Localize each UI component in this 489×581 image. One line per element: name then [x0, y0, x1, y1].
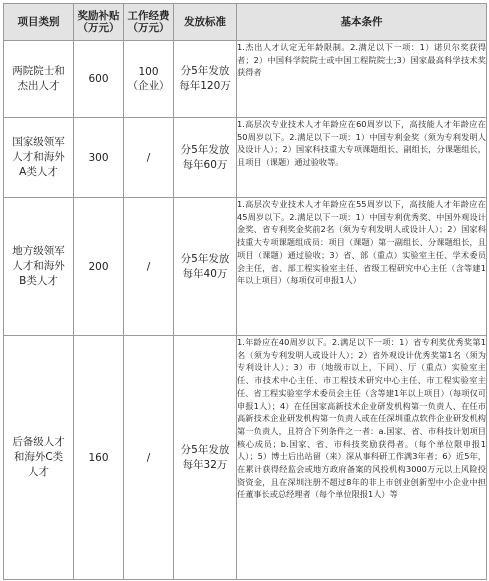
row-subsidy: 160 [74, 336, 124, 580]
header-subsidy-label: 奖励补贴 [77, 10, 120, 22]
table-row [4, 198, 487, 336]
header-category: 项目类别 [4, 4, 74, 41]
talent-subsidy-table [3, 3, 487, 580]
row-funding: / [124, 198, 174, 336]
row-funding: 100 （企业） [124, 41, 174, 118]
row-funding: / [124, 336, 174, 580]
header-funding-label: 工作经费 [127, 10, 170, 22]
header-conditions: 基本条件 [237, 4, 487, 41]
row-category: 地方级领军 人才和海外 B类人才 [4, 198, 74, 336]
row-subsidy: 200 [74, 198, 124, 336]
header-funding [124, 4, 174, 41]
header-subsidy-unit: （万元） [77, 22, 120, 34]
row-standard: 分5年发放 每年120万 [174, 41, 237, 118]
row-standard: 分5年发放 每年32万 [174, 336, 237, 580]
row-standard: 分5年发放 每年40万 [174, 198, 237, 336]
row-funding: / [124, 118, 174, 198]
header-funding-unit: （万元） [127, 22, 170, 34]
row-subsidy: 300 [74, 118, 124, 198]
row-conditions: 1.杰出人才认定无年龄限制。2.满足以下一项：1）诺贝尔奖获得者；2）中国科学院院士或中国工程院院士;3）国家最高科学技术奖获得者 [237, 41, 487, 118]
header-subsidy [74, 4, 124, 41]
row-standard: 分5年发放 每年60万 [174, 118, 237, 198]
header-row [4, 4, 487, 41]
row-subsidy: 600 [74, 41, 124, 118]
row-category: 国家级领军 人才和海外 A类人才 [4, 118, 74, 198]
table-row [4, 336, 487, 580]
row-conditions: 1.高层次专业技术人才年龄应在60周岁以下，高技能人才年龄应在50周岁以下。2.满足以下一项：1）中国专利金奖（须为专利发明人及设计人）；2）国家科技重大专项课题组长、副组长，分课题组长，且项目（课题）通过验收等。 [237, 118, 487, 198]
row-category: 两院院士和 杰出人才 [4, 41, 74, 118]
row-category: 后备级人才 和海外C类 人才 [4, 336, 74, 580]
table-row [4, 41, 487, 118]
table-row [4, 118, 487, 198]
row-conditions: 1.高层次专业技术人才年龄应在55周岁以下，高技能人才年龄应在45周岁以下。2.满足以下一项：1）中国专利优秀奖、中国外观设计金奖、省专利奖金奖前2名（须为专利发明人或设计人）；2）国家科技重大专项课题组成员：项目（课题）第一副组长、分课题组长，且项目（课题）通过验收；3）省、部（重点）实验室主任、学术委员会主任，省、部工程实验室主任、省级工程研究中心主任（含等建1年以上项目）（每项仅可申报1人） [237, 198, 487, 336]
row-conditions: 1.年龄应在40周岁以下。2.满足以下一项：1）省专利奖优秀奖第1名（须为专利发明人或设计人）；2）省外观设计优秀奖第1名（须为专利设计人）；3）市（地级市以上，下同）、厅（重点）实验室主任、市技术中心主任、市工程技术研究中心主任、市工程实验室主任、省工程实验室学术委员会主任（含等建1年以上项目）（每项仅可申报1人）；4）在任国家高新技术企业研发机构第一负责人、在任市高新技术企业研发机构第一负责人或在任深圳重点软件企业研发机构第一负责人，且符合下列条件之一者：a.国家、省、市科技计划项目核心成员；b.国家、省、市科技奖励获得者。（每个单位限申报1人）；5）博士后出站留（来）深从事科研工作满3年者；6）近5年，在累计获得经监会或地方政府备案的风投机构3000万元以上风险投资资金，且在深圳注册不超过8年的非上市创业创新型中小企业中担任董事长或总经理者（每个单位限报1人）等 [237, 336, 487, 580]
header-standard: 发放标准 [174, 4, 237, 41]
